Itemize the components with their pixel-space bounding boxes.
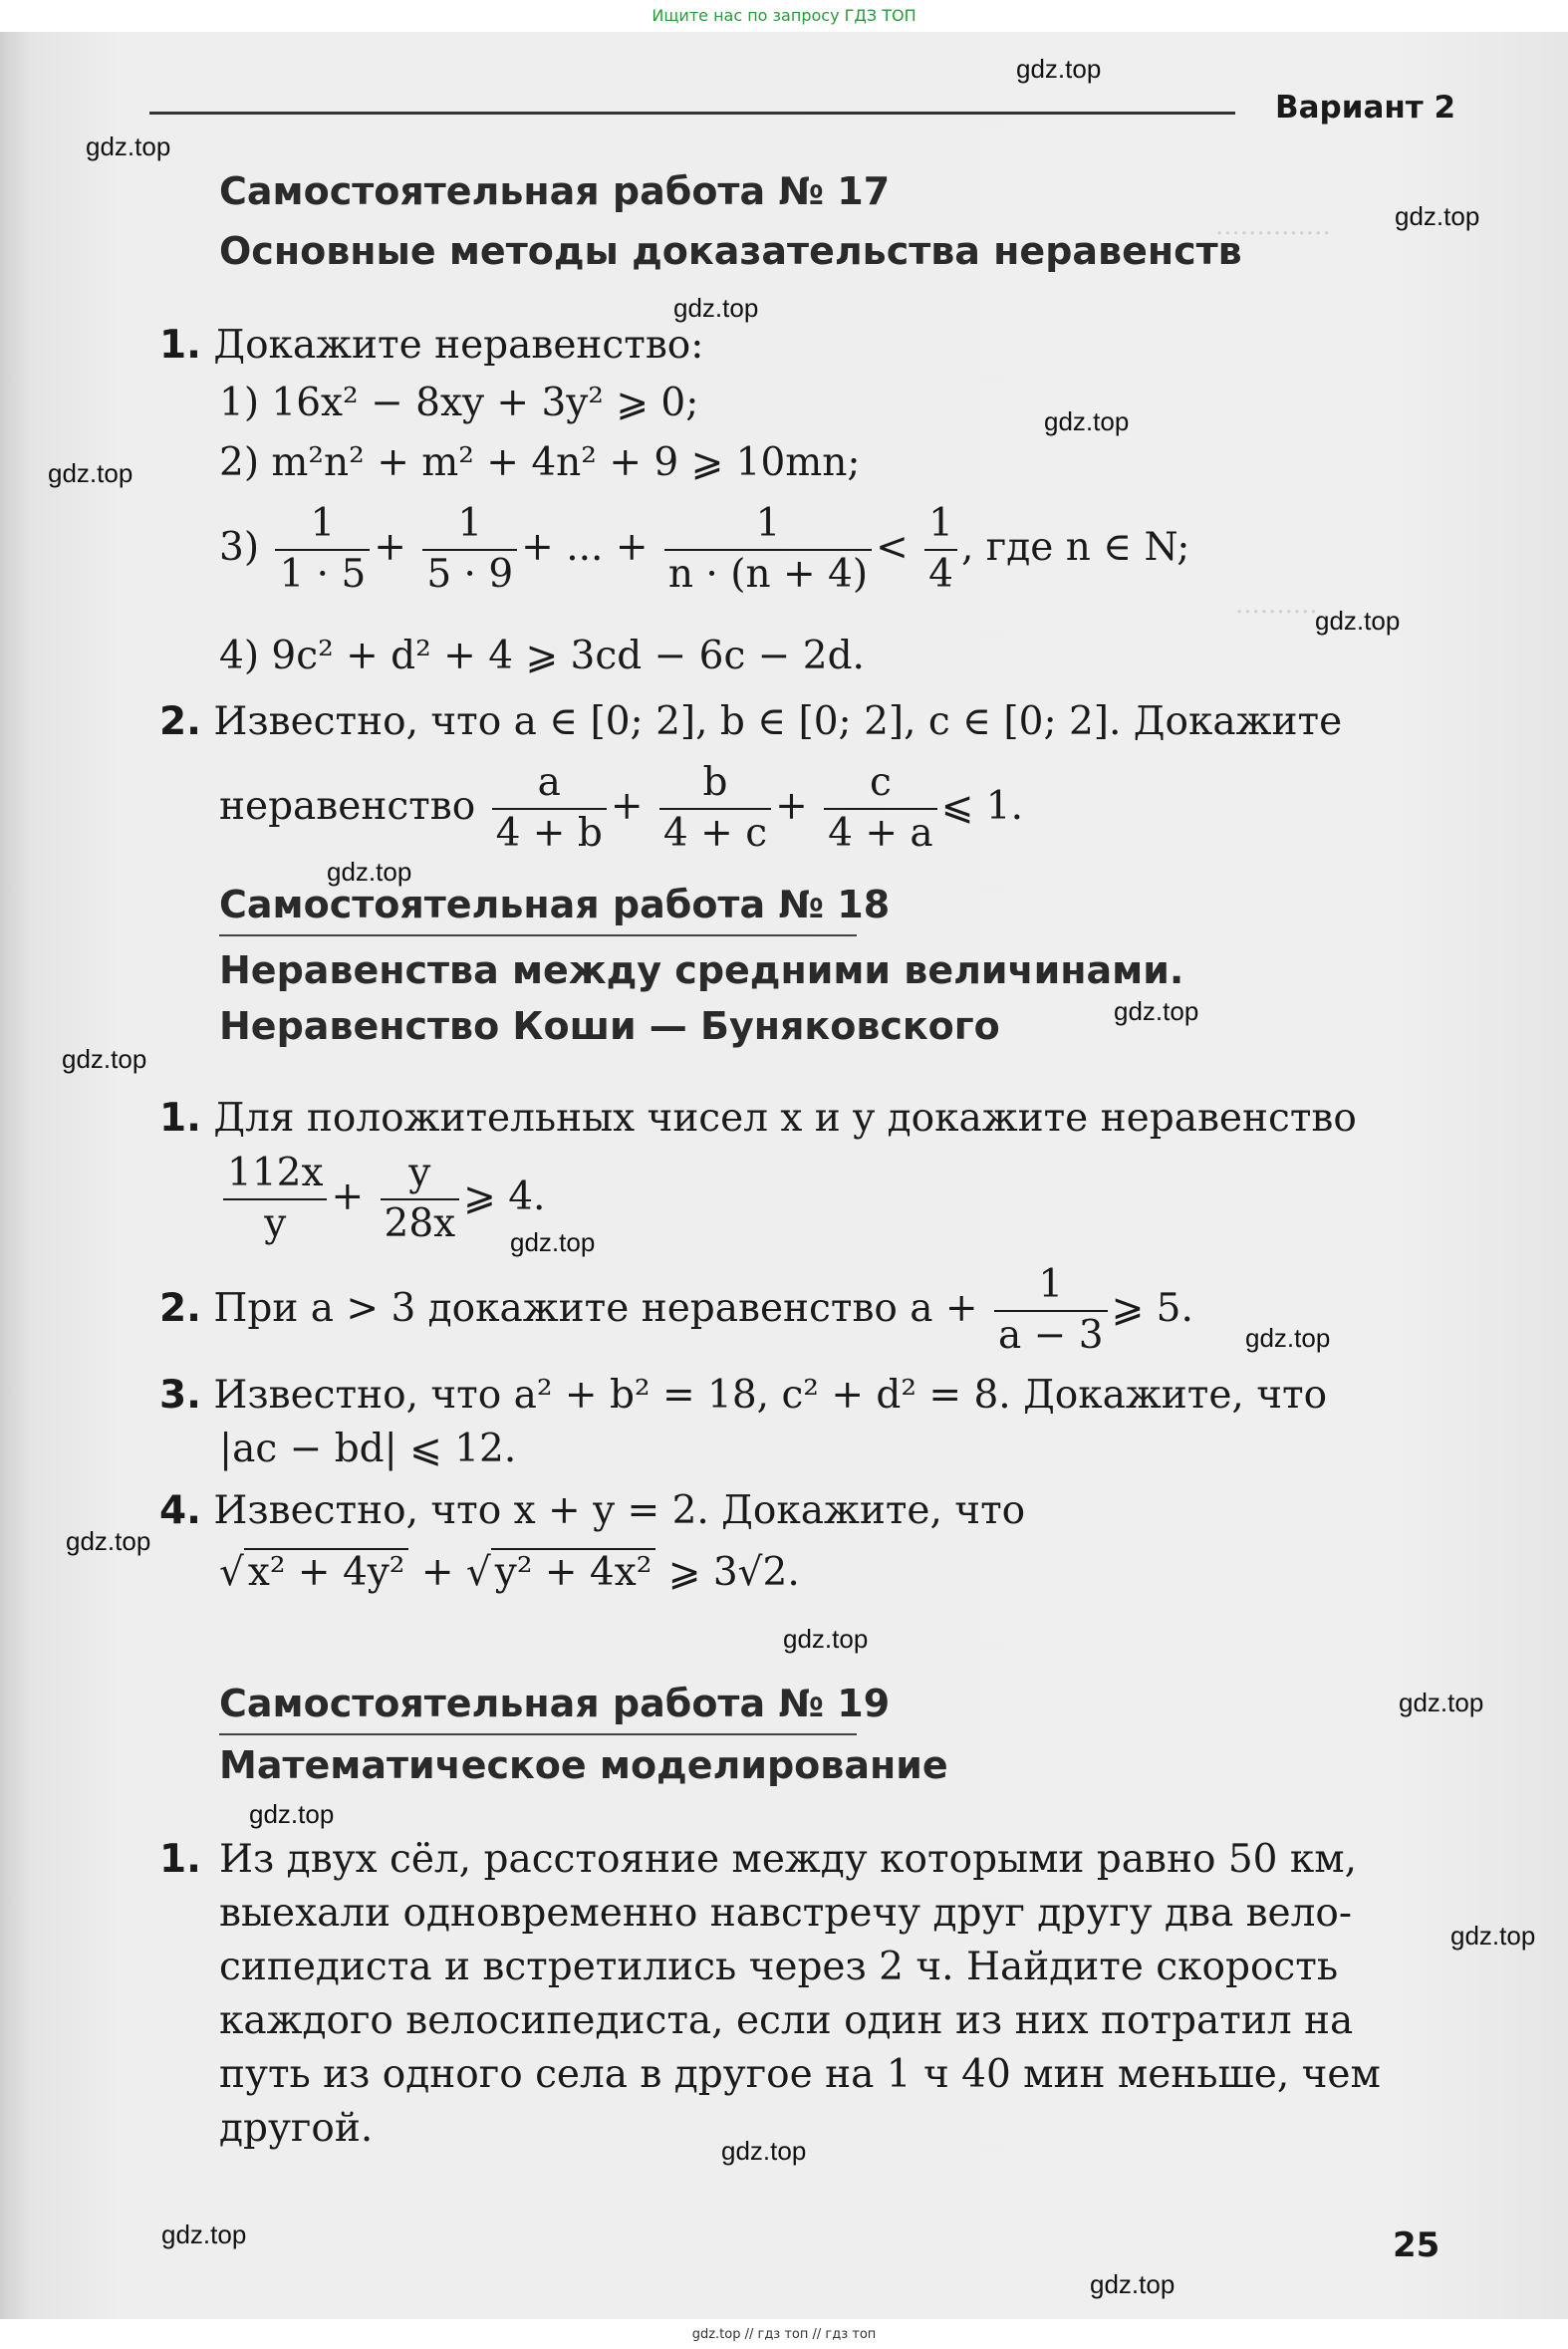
s17-item3: 3) $\frac{1}{1 \cdot 5}$ + $\frac{1}{5 \cdot 9}$ + ... + $\frac{1}{n \cdot (n + 4)}$ < $\frac{1}{4}$ , где n ∈ N;	[219, 500, 1189, 600]
page-number: 25	[1393, 2225, 1440, 2265]
watermark: gdz.top	[1315, 606, 1401, 636]
section19-title: Самостоятельная работа № 19	[219, 1682, 891, 1725]
s18-task1-end: ⩾ 4.	[463, 1174, 546, 1219]
title-underline	[219, 1733, 857, 1735]
section18-subtitle1: Неравенства между средними величинами.	[219, 948, 1184, 992]
fraction: $\frac{1}{4}$	[924, 500, 957, 600]
section18-title: Самостоятельная работа № 18	[219, 883, 891, 926]
watermark: gdz.top	[66, 1526, 151, 1556]
s17-task2-label: неравенство	[219, 783, 476, 829]
watermark: gdz.top	[510, 1227, 596, 1257]
s19-line: другой.	[219, 2106, 374, 2151]
textbook-page: .............. .......... Вариант 2 gdz.top gdz.top gdz.top gdz.top gdz.top gdz.top gdz.top gdz.top gdz.top gdz.top gdz.top gdz.top gdz.top gdz.top gdz.top gdz.top gdz.top gdz.top gdz.top gdz.top Самостоятельная работа № 17 Основные методы доказательства неравенств 1. Докажите неравенство: 1) 16x² − 8xy + 3y² ⩾ 0; 2) m²n² + m² + 4n² + 9 ⩾ 10mn; 3) $\frac{1}{1 \cdot 5}$ + $\frac{1}{5 \cdot 9}$ + ... + $\frac{1}{n \cdot (n + 4)}$ < $\frac{1}{4}$ , где n ∈ N; 4) 9c² + d² + 4 ⩾ 3cd − 6c − 2d. 2. Известно, что a ∈ [0; 2], b ∈ [0; 2], c ∈ [0; 2]. Докажите неравенство $\frac{a}{4 + b}$ + $\frac{b}{4 + c}$ + $\frac{c}{4 + a}$ ⩽ 1. Самостоятельная работа № 18 Неравенства между средними величинами. Неравенство Коши — Буняковского 1. Для положительных чисел x и y докажите неравенство $\frac{112x}{y}$ + $\frac{y}{28x}$ ⩾ 4. 2. При a > 3 докажите неравенство a + $\frac{1}{a - 3}$ ⩾ 5. 3. Известно, что a² + b² = 18, c² + d² = 8. Докажите, что |ac − bd| ⩽ 12. 4. Известно, что x + y = 2. Докажите, что √ x² + 4y² + √ y² + 4x² ⩾ 3√2. Самостоятельная работа № 19 Математическое моделирование 1. Из двух сёл, расстояние между которыми равно 50 км, выехали одновременно навстречу друг другу два вело- сипедиста и встретились через 2 ч. Найдите скорость каждого велосипедиста, если один из них потратил на путь из одного села в другое на 1 ч 40 мин меньше, чем другой. 25	[0, 32, 1568, 2319]
watermark: gdz.top	[1450, 1921, 1536, 1951]
fraction: $\frac{a}{4 + b}$	[492, 759, 607, 859]
fraction: $\frac{1}{n \cdot (n + 4)}$	[664, 500, 872, 600]
watermark: gdz.top	[1090, 2269, 1176, 2299]
s18-task4-line2: √ x² + 4y² + √ y² + 4x² ⩾ 3√2.	[219, 1550, 800, 1595]
watermark: gdz.top	[1016, 54, 1102, 84]
watermark: gdz.top	[1245, 1323, 1331, 1353]
section19-subtitle: Математическое моделирование	[219, 1743, 948, 1787]
s17-item2: 2) m²n² + m² + 4n² + 9 ⩾ 10mn;	[219, 440, 861, 485]
s18-task1-line2: $\frac{112x}{y}$ + $\frac{y}{28x}$ ⩾ 4.	[219, 1150, 545, 1249]
s18-task3	[159, 1373, 1327, 1418]
s18-task2-end: ⩾ 5.	[1111, 1285, 1193, 1331]
s18-task3-text: Известно, что a² + b² = 18, c² + d² = 8. Докажите, что	[213, 1373, 1328, 1418]
watermark: gdz.top	[62, 1044, 147, 1074]
s18-task4-number: 4.	[159, 1488, 201, 1533]
s17-task2-text: Известно, что a ∈ [0; 2], b ∈ [0; 2], c ∈ [0; 2]. Докажите	[213, 699, 1343, 744]
s17-task1	[159, 323, 703, 368]
s17-task2	[159, 699, 1342, 744]
watermark: gdz.top	[1399, 1688, 1484, 1717]
fraction: $\frac{b}{4 + c}$	[659, 759, 771, 859]
s17-task2-end: ⩽ 1.	[940, 783, 1023, 829]
fraction: $\frac{1}{1 \cdot 5}$	[275, 500, 370, 600]
s17-item4: 4) 9c² + d² + 4 ⩾ 3cd − 6c − 2d.	[219, 634, 865, 678]
bottom-banner: gdz.top // гдз топ // гдз топ	[691, 2327, 877, 2342]
s19-line: каждого велосипедиста, если один из них потратил на	[219, 1998, 1354, 2043]
s19-task1-number	[159, 1837, 201, 1882]
fraction: $\frac{112x}{y}$	[223, 1150, 327, 1249]
fraction: $\frac{1}{a - 3}$	[994, 1261, 1108, 1361]
s18-task1-text: Для положительных чисел x и y докажите неравенство	[213, 1096, 1357, 1141]
section18-subtitle2: Неравенство Коши — Буняковского	[219, 1004, 1000, 1048]
s18-task4-text: Известно, что x + y = 2. Докажите, что	[213, 1488, 1026, 1533]
s19-line: выехали одновременно навстречу друг другу два вело-	[219, 1891, 1353, 1936]
s18-task4-end: ⩾ 3√2.	[667, 1550, 800, 1595]
watermark: gdz.top	[1395, 201, 1480, 231]
title-underline	[219, 934, 857, 936]
s18-task1-number: 1.	[159, 1096, 201, 1141]
sqrt-term: y² + 4x²	[491, 1548, 656, 1595]
header-rule	[149, 112, 1235, 115]
s19-line: Из двух сёл, расстояние между которыми равно 50 км,	[219, 1837, 1357, 1882]
top-banner: Ищите нас по запросу ГДЗ ТОП	[652, 6, 916, 25]
s18-task1	[159, 1096, 1357, 1141]
watermark: gdz.top	[249, 1799, 335, 1829]
s17-task1-number: 1.	[159, 323, 201, 368]
section17-title: Самостоятельная работа № 17	[219, 169, 891, 213]
fraction: $\frac{y}{28x}$	[381, 1150, 460, 1249]
fraction: $\frac{c}{4 + a}$	[824, 759, 937, 859]
watermark: gdz.top	[721, 2136, 807, 2166]
s17-item1: 1) 16x² − 8xy + 3y² ⩾ 0;	[219, 381, 699, 425]
watermark: gdz.top	[783, 1624, 869, 1654]
s17-task2-number: 2.	[159, 699, 201, 744]
watermark: gdz.top	[327, 857, 412, 887]
sqrt-term: x² + 4y²	[244, 1548, 409, 1595]
s19-line: сипедиста и встретились через 2 ч. Найдите скорость	[219, 1945, 1339, 1989]
s19-line: путь из одного села в другое на 1 ч 40 мин меньше, чем	[219, 2052, 1381, 2097]
s17-task2-line2: неравенство $\frac{a}{4 + b}$ + $\frac{b}{4 + c}$ + $\frac{c}{4 + a}$ ⩽ 1.	[219, 759, 1023, 859]
s18-task4	[159, 1488, 1025, 1533]
watermark: gdz.top	[1044, 406, 1130, 436]
watermark: gdz.top	[1114, 996, 1199, 1026]
s17-task1-text: Докажите неравенство:	[213, 323, 704, 368]
watermark: gdz.top	[48, 458, 133, 488]
s18-task3-line2: |ac − bd| ⩽ 12.	[219, 1427, 517, 1471]
s18-task3-number: 3.	[159, 1373, 201, 1418]
watermark: gdz.top	[161, 2219, 247, 2249]
section17-subtitle: Основные методы доказательства неравенств	[219, 229, 1242, 273]
s17-item3-prefix: 3)	[219, 524, 260, 570]
s18-task2-text: При a > 3 докажите неравенство a +	[213, 1285, 978, 1331]
s18-task2	[159, 1261, 1193, 1361]
fraction: $\frac{1}{5 \cdot 9}$	[422, 500, 517, 600]
s17-item3-suffix: , где n ∈ N;	[960, 524, 1190, 570]
s18-task2-number: 2.	[159, 1285, 201, 1331]
task-number: 1.	[159, 1837, 201, 1882]
variant-label: Вариант 2	[1275, 90, 1456, 126]
watermark: gdz.top	[673, 293, 759, 323]
watermark: gdz.top	[86, 131, 171, 161]
